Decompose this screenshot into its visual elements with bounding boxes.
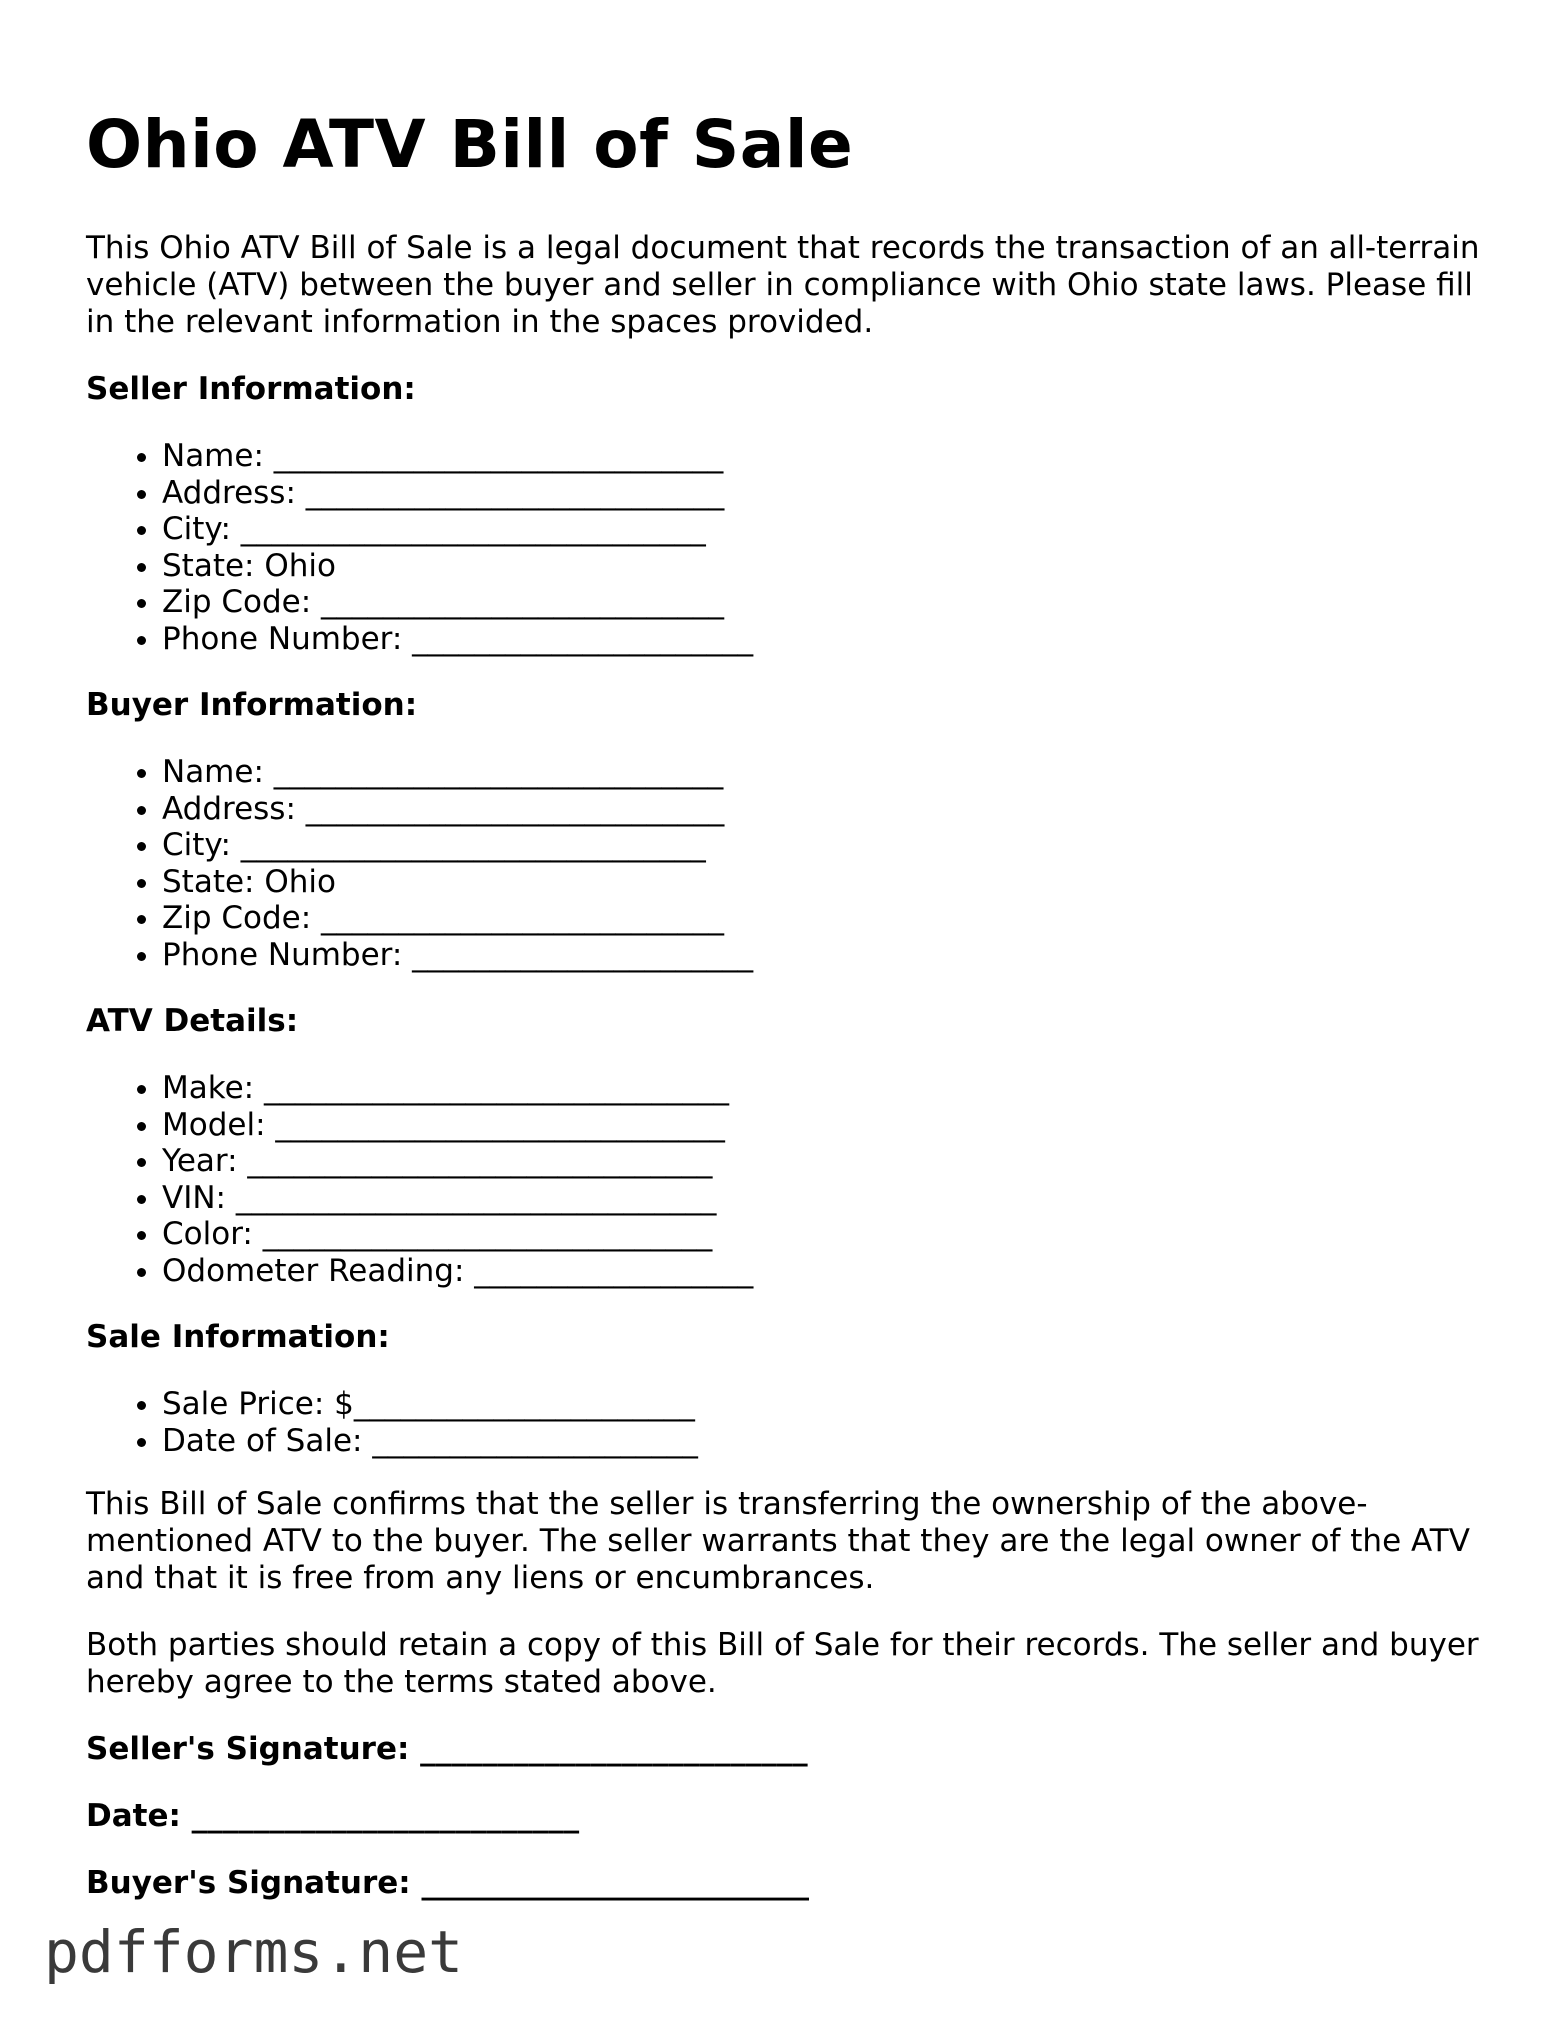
seller-list [86, 438, 1486, 657]
seller-address-field: • Address: ___________________________ [162, 475, 1486, 512]
watermark-text: pdfforms.net [44, 1918, 464, 1986]
seller-zip-field: • Zip Code: __________________________ [162, 584, 1486, 621]
buyer-zip-field: • Zip Code: __________________________ [162, 900, 1486, 937]
buyer-signature-line: Buyer's Signature: _________________________ [86, 1865, 809, 1901]
buyer-city-field: • City: ______________________________ [162, 827, 1486, 864]
seller-name-field: • Name: _____________________________ [162, 438, 1486, 475]
atv-vin-field: • VIN: _______________________________ [162, 1180, 1486, 1217]
seller-city-field: • City: ______________________________ [162, 511, 1486, 548]
atv-heading: ATV Details: [86, 1003, 299, 1039]
buyer-list [86, 754, 1486, 973]
retain-paragraph: Both parties should retain a copy of this Bill of Sale for their records. The seller and buyer hereby agree to the terms stated above. [86, 1627, 1479, 1700]
sale-date-field: • Date of Sale: _____________________ [162, 1423, 1486, 1460]
confirmation-paragraph: This Bill of Sale confirms that the seller is transferring the ownership of the above-mentioned ATV to the buyer. The seller warrants that they are the legal owner of the ATV and that it is free from any liens or encumbrances. [86, 1486, 1470, 1596]
atv-list [86, 1070, 1486, 1289]
intro-paragraph: This Ohio ATV Bill of Sale is a legal document that records the transaction of an all-terrain vehicle (ATV) between the buyer and seller in compliance with Ohio state laws. Please fill in the relevant information in the spaces provided. [86, 230, 1480, 340]
seller-phone-field: • Phone Number: ______________________ [162, 621, 1486, 658]
sale-price-field: • Sale Price: $______________________ [162, 1386, 1486, 1423]
seller-signature-line: Seller's Signature: _________________________ [86, 1731, 808, 1767]
atv-year-field: • Year: ______________________________ [162, 1143, 1486, 1180]
sale-list [86, 1386, 1486, 1459]
signature-date-line: Date: _________________________ [86, 1798, 580, 1834]
atv-make-field: • Make: ______________________________ [162, 1070, 1486, 1107]
atv-odometer-field: • Odometer Reading: __________________ [162, 1253, 1486, 1290]
buyer-phone-field: • Phone Number: ______________________ [162, 937, 1486, 974]
seller-heading: Seller Information: [86, 371, 416, 407]
seller-state-field: • State: Ohio [162, 548, 1486, 585]
document-page [86, 0, 1486, 1902]
buyer-name-field: • Name: _____________________________ [162, 754, 1486, 791]
buyer-state-field: • State: Ohio [162, 864, 1486, 901]
atv-model-field: • Model: _____________________________ [162, 1107, 1486, 1144]
buyer-heading: Buyer Information: [86, 687, 418, 723]
document-title: Ohio ATV Bill of Sale [86, 106, 854, 183]
atv-color-field: • Color: _____________________________ [162, 1216, 1486, 1253]
buyer-address-field: • Address: ___________________________ [162, 791, 1486, 828]
sale-heading: Sale Information: [86, 1319, 390, 1355]
